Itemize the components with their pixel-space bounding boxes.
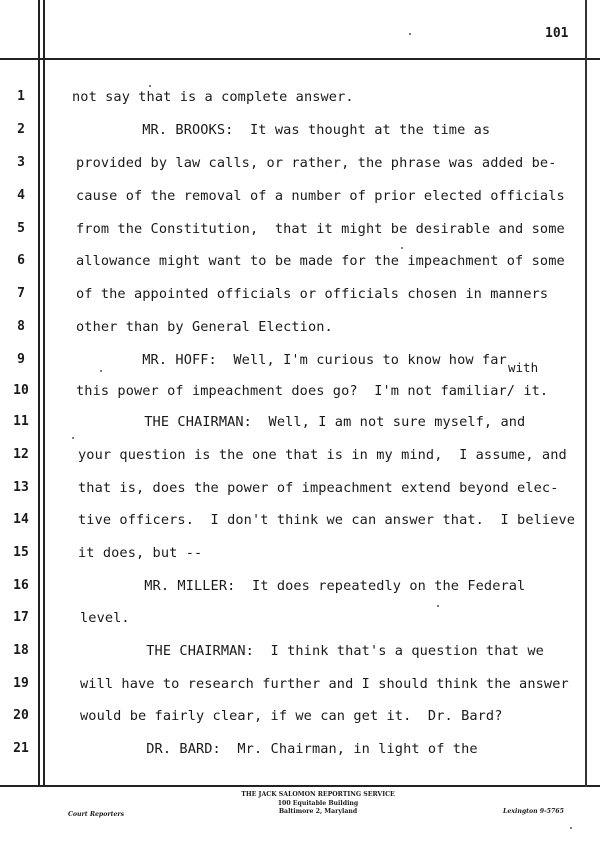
line-number: 5 [17,221,25,236]
line-number: 15 [13,545,29,560]
line-number: 9 [17,352,25,367]
transcript-line: of the appointed officials or officials chosen in manners [76,286,549,302]
transcript-line: provided by law calls, or rather, the phrase was added be- [76,155,557,171]
transcript-line: THE CHAIRMAN: Well, I am not sure myself, and [78,414,526,430]
bottom-rule [0,785,600,787]
line-number: 16 [13,578,29,593]
speck [100,370,102,372]
line-number: 20 [13,708,29,723]
footer-city: Baltimore 2, Maryland [278,808,358,815]
page-number: 101 [545,26,569,41]
line-number: 4 [17,188,25,203]
transcript-line: will have to research further and I should think the answer [80,676,569,692]
line-number: 7 [17,286,25,301]
transcript-line: level. [80,610,130,626]
line-number: 12 [13,447,29,462]
transcript-line: allowance might want to be made for the impeachment of some [76,253,565,269]
transcript-line: would be fairly clear, if we can get it. Dr. Bard? [80,708,503,724]
footer-address: 100 Equitable Building [277,799,359,807]
transcript-line: that is, does the power of impeachment extend beyond elec- [78,480,559,496]
line-number: 11 [13,414,29,429]
transcript-line: MR. HOFF: Well, I'm curious to know how far [76,352,507,368]
transcript-line: DR. BARD: Mr. Chairman, in light of the [80,741,478,757]
footer-left: Court Reporters [68,811,125,818]
transcript-line: MR. MILLER: It does repeatedly on the Federal [78,578,526,594]
line-number: 2 [17,122,25,137]
left-margin-rule [38,0,40,787]
line-number: 18 [13,643,29,658]
transcript-line: other than by General Election. [76,319,333,335]
transcript-line: not say that is a complete answer. [72,89,354,105]
speck [149,85,151,87]
transcript-line: tive officers. I don't think we can answer that. I believe [78,512,576,528]
right-margin-rule [585,0,587,787]
line-number: 1 [17,89,25,104]
line-number: 6 [17,253,25,268]
line-number: 13 [13,480,29,495]
footer-right: Lexington 9-5765 [503,808,564,815]
transcript-line: MR. BROOKS: It was thought at the time as [76,122,491,138]
line-number: 17 [13,610,29,625]
speck [437,605,439,607]
speck [570,827,572,829]
transcript-line: THE CHAIRMAN: I think that's a question that we [80,643,544,659]
interlineation: with [508,360,539,375]
speck [409,33,411,35]
transcript-line: cause of the removal of a number of prior elected officials [76,188,565,204]
transcript-line: it does, but -- [78,545,203,561]
footer-center [218,791,418,817]
left-margin-rule-inner [43,0,45,787]
transcript-line: from the Constitution, that it might be desirable and some [76,221,565,237]
speck [401,247,403,249]
line-number: 3 [17,155,25,170]
speck [72,437,74,439]
footer-company: THE JACK SALOMON REPORTING SERVICE [241,791,395,798]
line-number: 14 [13,512,29,527]
line-number: 21 [13,741,29,756]
line-number: 8 [17,319,25,334]
transcript-line: your question is the one that is in my mind, I assume, and [78,447,567,463]
line-number: 10 [13,383,29,398]
transcript-line: this power of impeachment does go? I'm not familiar/ it. [76,383,549,399]
top-rule [0,58,600,60]
line-number: 19 [13,676,29,691]
